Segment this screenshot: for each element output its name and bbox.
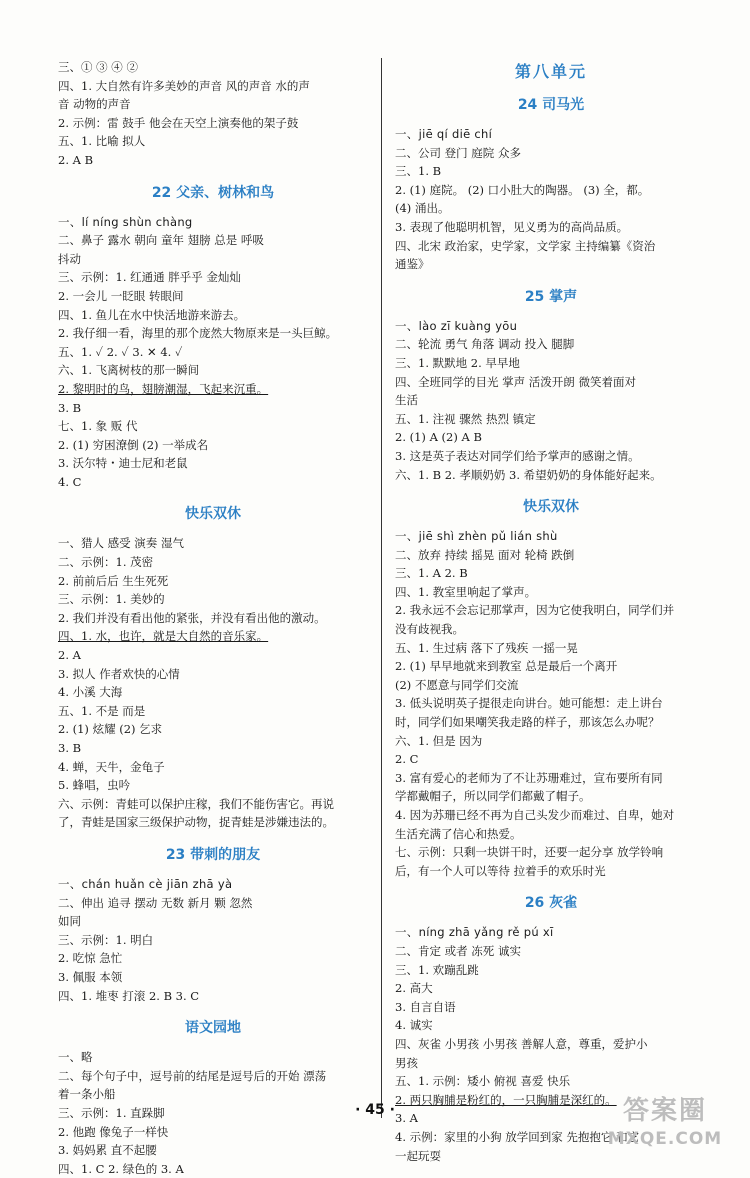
answer-line: 2. 高大	[395, 981, 433, 996]
answer-line: 二、示例：1. 茂密	[58, 555, 154, 570]
answer-line: 一、猎人 感受 演奏 湿气	[58, 536, 184, 551]
answer-line: 3. 这是英子表达对同学们给予掌声的感谢之情。	[395, 448, 640, 463]
answer-line: 时，同学们如果嘲笑我走路的样子，那该怎么办呢？	[395, 715, 660, 730]
answer-line: 2. (1) 庭院。 (2) 口小肚大的陶器。 (3) 全，都。	[395, 182, 650, 197]
answer-line: 3. 拟人 作者欢快的心情	[58, 666, 180, 681]
answer-line: 生活	[395, 393, 418, 408]
section-heading: 快乐双休	[523, 499, 579, 516]
pinyin-answer-line: 一、lí níng shùn chàng	[58, 214, 193, 229]
answer-line: 二、肯定 或者 冻死 诚实	[395, 943, 521, 958]
answer-line: 二、伸出 追寻 摆动 无数 新月 颗 忽然	[58, 895, 253, 910]
answer-line: 2. 示例：雷 鼓手 他会在天空上演奏他的架子鼓	[58, 115, 299, 130]
answer-line: 着一条小船	[58, 1087, 116, 1102]
underlined-text: 2. 两只胸脯是粉红的，一只胸脯是深红的。	[395, 1092, 617, 1107]
answer-line	[58, 627, 368, 646]
answer-line: 二、每个句子中，逗号前的结尾是逗号后的开始 漂荡	[58, 1068, 327, 1083]
answer-line: 三、示例：1. 直跺脚	[58, 1105, 165, 1120]
answer-line: 4. 示例：家里的小狗 放学回到家 先抱抱它 和它	[395, 1129, 640, 1144]
pinyin-answer-line: 一、lào zī kuàng yōu	[395, 318, 518, 333]
answer-line: 5. 蜂唱，虫吟	[58, 778, 131, 793]
answer-line: 2. 我仔细一看，海里的那个庞然大物原来是一头巨鲸。	[58, 326, 338, 341]
answer-line: 生活充满了信心和热爱。	[395, 826, 522, 841]
section-heading: 23 带刺的朋友	[165, 846, 261, 863]
answer-line: 4. 诚实	[395, 1018, 433, 1033]
section-heading: 25 掌声	[524, 288, 578, 305]
watermark-top: 答案圈	[622, 1096, 707, 1126]
section-heading: 语文园地	[185, 1020, 241, 1037]
answer-line: 三、1. B	[395, 164, 442, 179]
answer-line: 3. A	[395, 1111, 418, 1126]
section-heading: 快乐双休	[185, 506, 241, 523]
answer-line: 2. (1) 炫耀 (2) 乞求	[58, 722, 163, 737]
answer-line: 3. 沃尔特・迪士尼和老鼠	[58, 456, 188, 471]
underlined-text: 2. 黎明时的鸟，翅膀潮湿，飞起来沉重。	[58, 381, 269, 396]
answer-line: 2. 我永远不会忘记那掌声，因为它使我明白，同学们并	[395, 603, 675, 618]
answer-line: 学都戴帽子，所以同学们都戴了帽子。	[395, 789, 591, 804]
answer-line: 七、示例：只剩一块饼干时，还要一起分享 放学铃响	[395, 845, 664, 860]
page-number: · 45 ·	[355, 1102, 395, 1118]
answer-line: 四、1. C 2. 绿色的 3. A	[58, 1161, 184, 1176]
pinyin-answer-line: 一、jiē shì zhèn pǔ lián shù	[395, 529, 558, 544]
answer-line: 六、示例：青蛙可以保护庄稼，我们不能伤害它。再说	[58, 796, 334, 811]
answer-line: 六、1. 但是 因为	[395, 733, 483, 748]
section-heading: 22 父亲、树林和鸟	[151, 184, 275, 201]
answer-line: 3. 佩服 本领	[58, 969, 123, 984]
answer-line: 三、示例：1. 红通通 胖乎乎 金灿灿	[58, 270, 241, 285]
answer-line: 三、1. 默默地 2. 早早地	[395, 355, 520, 370]
answer-line: 2. (1) A (2) A B	[395, 430, 482, 445]
answer-line: 二、鼻子 露水 朝向 童年 翅膀 总是 呼吸	[58, 233, 264, 248]
answer-line: 2. (1) 早早地就来到教室 总是最后一个离开	[395, 659, 618, 674]
answer-line: (4) 涌出。	[395, 201, 450, 216]
right-column	[395, 58, 707, 1165]
answer-line: 六、1. 飞离树枝的那一瞬间	[58, 363, 200, 378]
answer-line: 2. A B	[58, 152, 94, 167]
answer-line: 2. 前前后后 生生死死	[58, 573, 169, 588]
underlined-text: 四、1. 水，也许，就是大自然的音乐家。	[58, 629, 269, 644]
answer-line: 三、示例：1. 美妙的	[58, 592, 165, 607]
answer-line: 三、1. 欢蹦乱跳	[395, 962, 479, 977]
answer-line: 五、1. 生过病 落下了残疾 一摇一晃	[395, 640, 578, 655]
pinyin-answer-line: 一、níng zhā yǎng rě pú xī	[395, 925, 554, 940]
column-divider	[381, 58, 382, 1118]
answer-line: 通鉴》	[395, 257, 430, 272]
answer-line: 3. 富有爱心的老师为了不让苏珊难过，宣布要所有同	[395, 770, 663, 785]
section-heading: 第八单元	[514, 62, 587, 81]
answer-line: 2. 他跑 像兔子一样快	[58, 1124, 169, 1139]
answer-line: 了，青蛙是国家三级保护动物，捉青蛙是涉嫌违法的。	[58, 815, 334, 830]
answer-line: 二、公司 登门 庭院 众多	[395, 145, 521, 160]
left-column	[58, 58, 368, 1178]
answer-line: 五、1. 示例：矮小 俯视 喜爱 快乐	[395, 1074, 571, 1089]
answer-line: 2. 吃惊 急忙	[58, 951, 123, 966]
answer-line: 4. 因为苏珊已经不再为自己头发少而难过、自卑，她对	[395, 808, 675, 822]
answer-line: 一起玩耍	[395, 1148, 441, 1163]
section-heading: 24 司马光	[517, 97, 585, 113]
watermark-logo	[590, 1090, 740, 1155]
answer-line: 七、1. 象 贩 代	[58, 419, 138, 434]
answer-line: 三、① ③ ④ ②	[58, 60, 138, 74]
answer-line: 二、轮流 勇气 角落 调动 投入 腿脚	[395, 337, 575, 352]
answer-line: 2. 一会儿 一眨眼 转眼间	[58, 288, 184, 303]
answer-line: (2) 不愿意与同学们交流	[395, 677, 519, 692]
answer-line: 三、1. A 2. B	[395, 566, 468, 581]
answer-line: 六、1. B 2. 孝顺奶奶 3. 希望奶奶的身体能好起来。	[395, 467, 662, 482]
answer-line: 2. A	[58, 648, 81, 663]
answer-line: 四、1. 大自然有许多美妙的声音 风的声音 水的声	[58, 78, 310, 93]
answer-line: 五、1. ✓ 2. ✓ 3. ✕ 4. ✓	[58, 344, 183, 359]
answer-line: 3. B	[58, 400, 82, 415]
answer-line: 五、1. 不是 而是	[58, 703, 146, 718]
answer-line: 四、灰雀 小男孩 小男孩 善解人意，尊重，爱护小	[395, 1036, 648, 1051]
pinyin-answer-line: 一、chán huǎn cè jiān zhā yà	[58, 876, 233, 891]
answer-line: 四、北宋 政治家，史学家，文学家 主持编纂《资治	[395, 238, 656, 253]
answer-line: 没有歧视我。	[395, 622, 464, 637]
answer-line: 二、放弃 持续 摇晃 面对 轮椅 跌倒	[395, 547, 575, 562]
watermark-bottom: MXQE.COM	[607, 1129, 723, 1149]
answer-line: 2. 我们并没有看出他的紧张，并没有看出他的激动。	[58, 610, 326, 625]
answer-line: 4. 小溪 大海	[58, 685, 123, 700]
answer-line: 五、1. 注视 骤然 热烈 镇定	[395, 411, 536, 426]
section-heading: 26 灰雀	[524, 895, 578, 912]
answer-line: 四、1. 堆枣 打滚 2. B 3. C	[58, 988, 200, 1003]
answer-line: 4. 蝉，天牛，金龟子	[58, 759, 165, 774]
answer-line: 五、1. 比喻 拟人	[58, 134, 146, 149]
answer-line: 一、略	[58, 1050, 93, 1065]
answer-line: 后，有一个人可以等待 拉着手的欢乐时光	[395, 863, 606, 878]
answer-line: 3. B	[58, 741, 82, 755]
answer-line: 男孩	[395, 1055, 418, 1070]
answer-line: 4. C	[58, 474, 82, 489]
answer-line: 2. (1) 穷困潦倒 (2) 一举成名	[58, 437, 209, 452]
answer-line: 3. 自言自语	[395, 999, 456, 1014]
answer-line: 3. 低头说明英子提很走向讲台。她可能想：走上讲台	[395, 696, 663, 711]
answer-line: 抖动	[58, 251, 81, 266]
answer-line: 如同	[58, 914, 81, 929]
answer-line: 四、1. 鱼儿在水中快活地游来游去。	[58, 307, 246, 322]
answer-line: 四、1. 教室里响起了掌声。	[395, 584, 537, 599]
answer-line: 3. 妈妈累 直不起腰	[58, 1143, 157, 1158]
answer-line: 三、示例：1. 明白	[58, 932, 154, 947]
answer-line: 2. C	[395, 752, 419, 767]
answer-line: 3. 表现了他聪明机智，见义勇为的高尚品质。	[395, 219, 629, 234]
answer-line	[58, 380, 368, 399]
answer-line: 四、全班同学的目光 掌声 活泼开朗 微笑着面对	[395, 374, 636, 389]
answer-line: 音 动物的声音	[58, 97, 131, 112]
pinyin-answer-line: 一、jiē qí diē chí	[395, 127, 493, 141]
